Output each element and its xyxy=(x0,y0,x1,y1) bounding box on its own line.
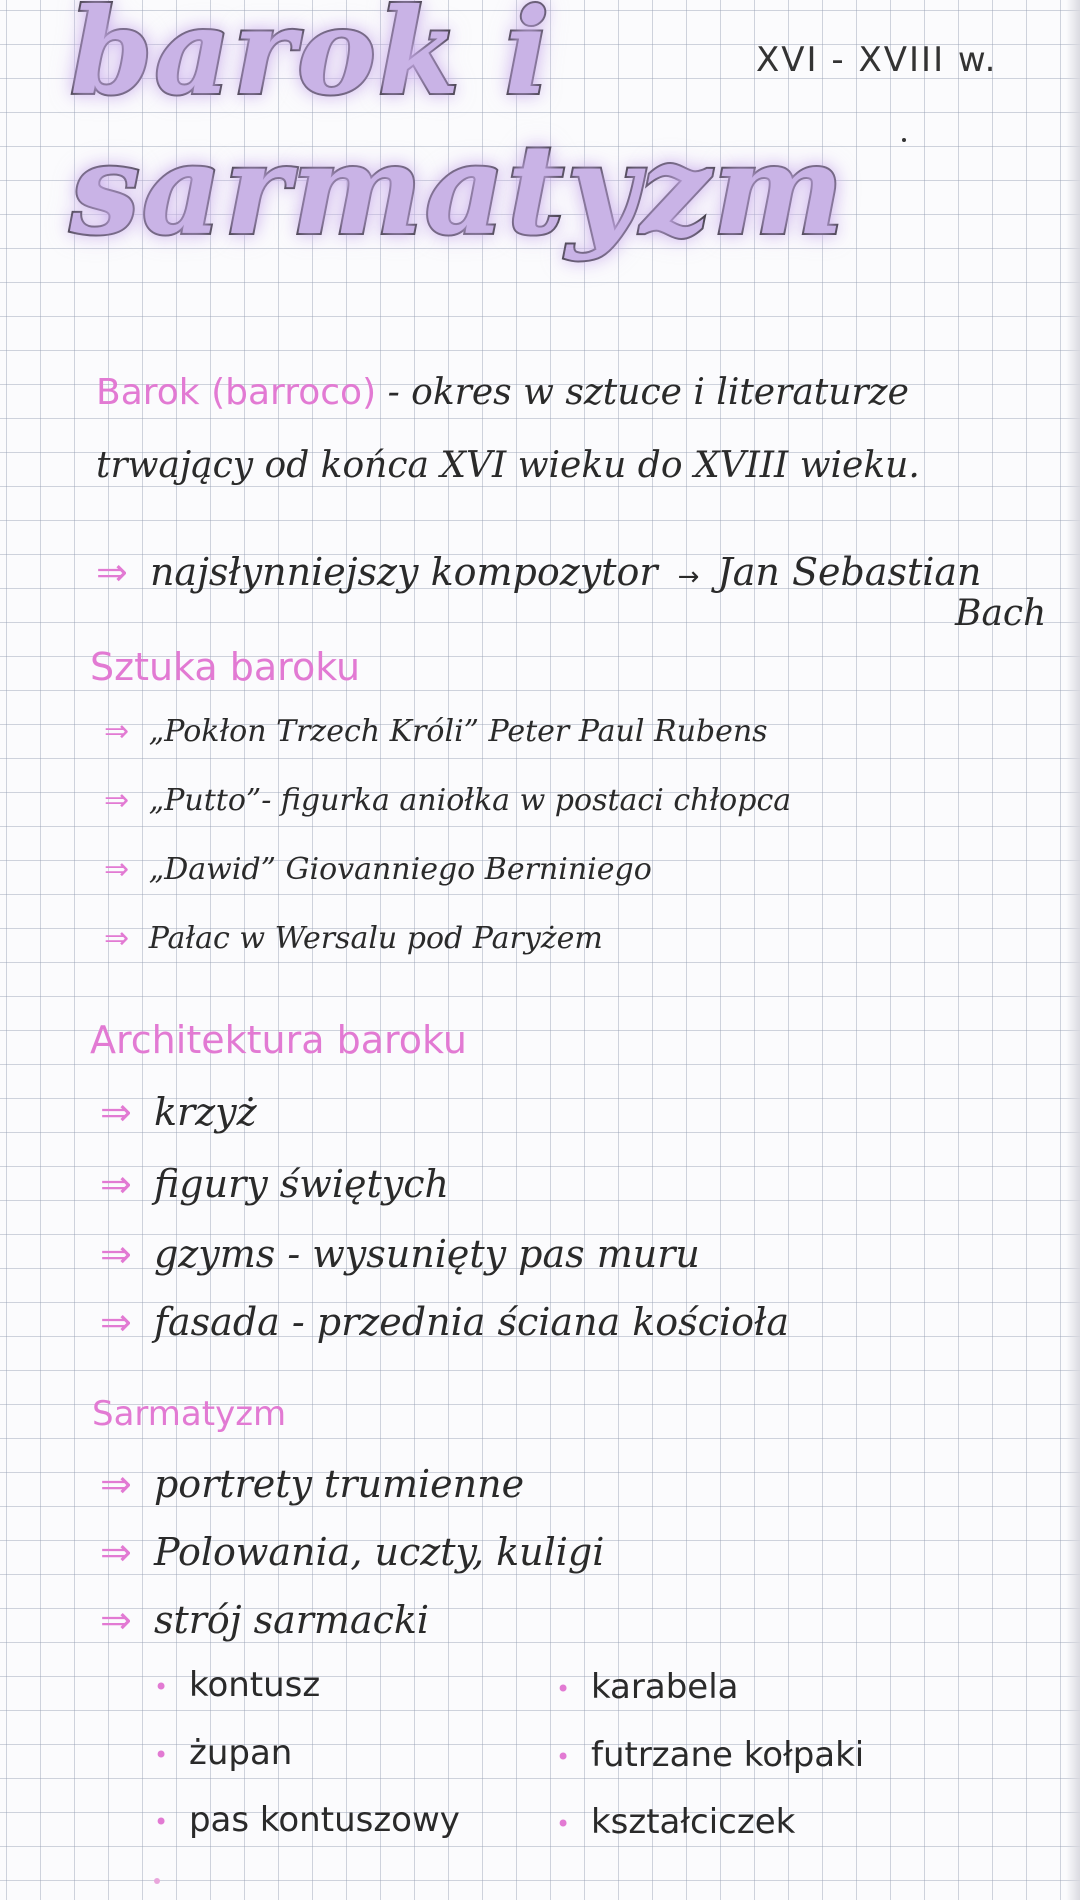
bullet-icon: • xyxy=(556,1674,571,1703)
list-item xyxy=(100,1462,524,1506)
composer-name: Jan Sebastian xyxy=(717,550,982,594)
title-line-2: sarmatyzm xyxy=(70,118,846,263)
list-item-text: fasada - przednia ściana kościoła xyxy=(153,1300,789,1344)
list-item xyxy=(100,1232,700,1276)
bullet-item-text: futrzane kołpaki xyxy=(590,1735,865,1775)
section-heading-sarmatyzm: Sarmatyzm xyxy=(92,1394,287,1434)
bullet-icon: • xyxy=(154,1807,169,1836)
section-heading-architektura: Architektura baroku xyxy=(90,1018,467,1062)
definition-text-1: - okres w sztuce i literaturze xyxy=(387,372,909,413)
list-item-text: Pałac w Wersalu pod Paryżem xyxy=(148,921,603,956)
definition-line-1 xyxy=(96,372,909,413)
arrow-icon: ⇒ xyxy=(96,550,128,594)
bullet-item-text: żupan xyxy=(188,1733,293,1773)
list-item-text: krzyż xyxy=(153,1090,257,1134)
arrow-icon: ⇒ xyxy=(104,714,130,749)
bullet-item xyxy=(154,1665,320,1705)
page-edge-shadow xyxy=(1066,0,1080,1900)
list-item xyxy=(100,1300,789,1344)
bullet-icon: • xyxy=(556,1742,571,1771)
list-item-text: Polowania, uczty, kuligi xyxy=(153,1530,605,1574)
bullet-item xyxy=(556,1802,795,1842)
title-dates: XVI - XVIII w. xyxy=(756,40,998,80)
list-item-text: „Pokłon Trzech Króli” Peter Paul Rubens xyxy=(148,714,768,749)
arrow-icon: ⇒ xyxy=(100,1232,132,1276)
definition-line-2: trwający od końca XVI wieku do XVIII wieku. xyxy=(96,445,920,486)
composer-label: najsłynniejszy kompozytor xyxy=(149,550,658,594)
list-item xyxy=(100,1090,257,1134)
list-item-text: „Dawid” Giovanniego Berniniego xyxy=(148,852,652,887)
stray-bullet-dot xyxy=(154,1878,160,1884)
bullet-item xyxy=(556,1735,864,1775)
list-item xyxy=(104,714,768,749)
arrow-icon: ⇒ xyxy=(100,1462,132,1506)
bullet-item xyxy=(556,1667,739,1707)
arrow-icon: ⇒ xyxy=(100,1300,132,1344)
definition-term: Barok (barroco) xyxy=(96,372,377,413)
bullet-icon: • xyxy=(154,1740,169,1769)
bullet-item-text: karabela xyxy=(590,1667,739,1707)
bullet-icon: • xyxy=(556,1809,571,1838)
composer-name-cont: Bach xyxy=(955,593,1047,634)
bullet-item xyxy=(154,1733,292,1773)
bullet-item xyxy=(154,1800,460,1840)
arrow-icon: ⇒ xyxy=(104,783,130,818)
list-item xyxy=(104,783,791,818)
section-heading-sztuka: Sztuka baroku xyxy=(90,645,361,689)
list-item-text: portrety trumienne xyxy=(153,1462,525,1506)
list-item xyxy=(104,921,603,956)
small-arrow-icon: → xyxy=(677,562,700,592)
arrow-icon: ⇒ xyxy=(100,1598,132,1642)
composer-line xyxy=(96,550,982,594)
list-item-text: figury świętych xyxy=(153,1162,449,1206)
title-line-1: barok i xyxy=(70,0,552,121)
arrow-icon: ⇒ xyxy=(100,1090,132,1134)
list-item-text: gzyms - wysunięty pas muru xyxy=(153,1232,700,1276)
arrow-icon: ⇒ xyxy=(100,1162,132,1206)
arrow-icon: ⇒ xyxy=(100,1530,132,1574)
arrow-icon: ⇒ xyxy=(104,921,130,956)
bullet-icon: • xyxy=(154,1672,169,1701)
list-item-text: strój sarmacki xyxy=(153,1598,430,1642)
list-item xyxy=(104,852,652,887)
ink-dot xyxy=(902,138,906,142)
list-item xyxy=(100,1530,604,1574)
bullet-item-text: kształciczek xyxy=(590,1802,796,1842)
list-item xyxy=(100,1162,449,1206)
list-item xyxy=(100,1598,429,1642)
bullet-item-text: kontusz xyxy=(188,1665,321,1705)
arrow-icon: ⇒ xyxy=(104,852,130,887)
list-item-text: „Putto”- figurka aniołka w postaci chłopca xyxy=(148,783,792,818)
bullet-item-text: pas kontuszowy xyxy=(188,1800,460,1840)
